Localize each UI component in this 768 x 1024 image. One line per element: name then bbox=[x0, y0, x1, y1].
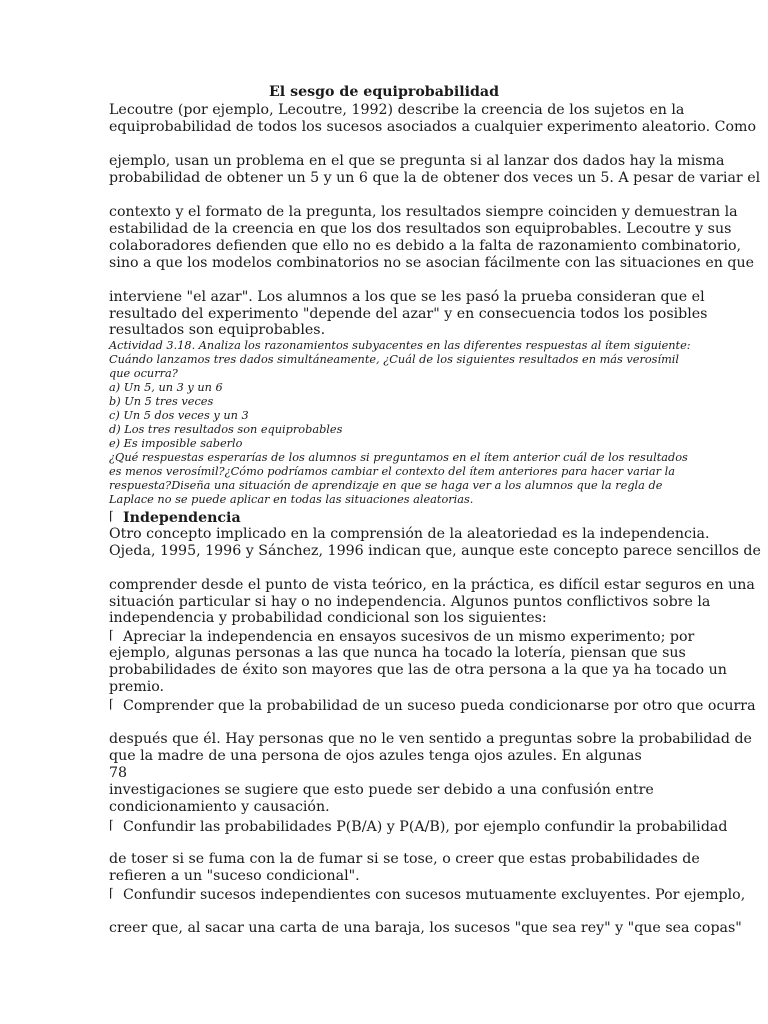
bullet-icon: ⌈ bbox=[109, 697, 114, 711]
bullet-line: que la madre de una persona de ojos azules tenga ojos azules. En algunas bbox=[109, 748, 642, 764]
activity-line: ¿Qué respuestas esperarías de los alumnos si preguntamos en el ítem anterior cuál de los resultados bbox=[109, 451, 688, 464]
intro-line: Lecoutre (por ejemplo, Lecoutre, 1992) describe la creencia de los sujetos en la bbox=[109, 102, 685, 118]
bullet-line: premio. bbox=[109, 679, 165, 695]
bullet-line: ejemplo, algunas personas a las que nunca ha tocado la lotería, piensan que sus bbox=[109, 645, 686, 661]
intro-line: estabilidad de la creencia en que los dos resultados son equiprobables. Lecoutre y sus bbox=[109, 221, 732, 237]
intro-line: resultados son equiprobables. bbox=[109, 322, 326, 338]
activity-option: d) Los tres resultados son equiprobables bbox=[109, 423, 343, 436]
bullet-line: probabilidades de éxito son mayores que las de otra persona a la que ya ha tocado un bbox=[109, 662, 727, 678]
activity-option: e) Es imposible saberlo bbox=[109, 437, 243, 450]
activity-line: respuesta?Diseña una situación de aprendizaje en que se haga ver a los alumnos que la regla de bbox=[109, 479, 663, 492]
activity-option: c) Un 5 dos veces y un 3 bbox=[109, 409, 249, 422]
bullet-icon: ⌈ bbox=[109, 509, 114, 523]
bullet-item bbox=[109, 885, 745, 904]
bullet-item bbox=[109, 696, 756, 715]
intro-line: interviene "el azar". Los alumnos a los que se les pasó la prueba consideran que el bbox=[109, 289, 705, 305]
bullet-text: Confundir sucesos independientes con sucesos mutuamente excluyentes. Por ejemplo, bbox=[123, 887, 746, 903]
independence-line: Ojeda, 1995, 1996 y Sánchez, 1996 indican que, aunque este concepto parece sencillos de bbox=[109, 543, 761, 559]
bullet-text: Comprender que la probabilidad de un suceso pueda condicionarse por otro que ocurra bbox=[123, 698, 756, 714]
intro-line: ejemplo, usan un problema en el que se pregunta si al lanzar dos dados hay la misma bbox=[109, 153, 725, 169]
intro-line: colaboradores defienden que ello no es debido a la falta de razonamiento combinatorio, bbox=[109, 238, 742, 254]
independence-line: independencia y probabilidad condicional son los siguientes: bbox=[109, 610, 547, 626]
bullet-item bbox=[109, 627, 694, 646]
intro-line: probabilidad de obtener un 5 y un 6 que la de obtener dos veces un 5. A pesar de variar el bbox=[109, 170, 761, 186]
bullet-line: condicionamiento y causación. bbox=[109, 799, 330, 815]
page-title: El sesgo de equiprobabilidad bbox=[268, 84, 500, 100]
activity-line: es menos verosímil?¿Cómo podríamos cambiar el contexto del ítem anteriores para hacer variar la bbox=[109, 465, 675, 478]
section-heading bbox=[109, 508, 241, 527]
activity-option: b) Un 5 tres veces bbox=[109, 395, 214, 408]
activity-line: Cuándo lanzamos tres dados simultáneamente, ¿Cuál de los siguientes resultados en más verosímil bbox=[109, 353, 680, 366]
bullet-item bbox=[109, 817, 727, 836]
independence-line: comprender desde el punto de vista teórico, en la práctica, es difícil estar seguros en una bbox=[109, 577, 755, 593]
heading-text: Independencia bbox=[123, 510, 241, 526]
activity-option: a) Un 5, un 3 y un 6 bbox=[109, 381, 223, 394]
activity-line: que ocurra? bbox=[109, 367, 178, 380]
bullet-line: refieren a un "suceso condicional". bbox=[109, 868, 360, 884]
intro-line: sino a que los modelos combinatorios no se asocian fácilmente con las situaciones en que bbox=[109, 255, 754, 271]
independence-line: Otro concepto implicado en la comprensión de la aleatoriedad es la independencia. bbox=[109, 526, 710, 542]
page-number: 78 bbox=[109, 765, 128, 781]
intro-line: equiprobabilidad de todos los sucesos asociados a cualquier experimento aleatorio. Como bbox=[109, 119, 756, 135]
bullet-line: de toser si se fuma con la de fumar si se tose, o creer que estas probabilidades de bbox=[109, 851, 700, 867]
independence-line: situación particular si hay o no independencia. Algunos puntos conflictivos sobre la bbox=[109, 594, 711, 610]
bullet-line: creer que, al sacar una carta de una baraja, los sucesos "que sea rey" y "que sea copas" bbox=[109, 920, 742, 936]
bullet-text: Apreciar la independencia en ensayos sucesivos de un mismo experimento; por bbox=[123, 629, 695, 645]
bullet-text: Confundir las probabilidades P(B/A) y P(A/B), por ejemplo confundir la probabilidad bbox=[123, 819, 728, 835]
intro-line: resultado del experimento "depende del azar" y en consecuencia todos los posibles bbox=[109, 306, 708, 322]
bullet-icon: ⌈ bbox=[109, 628, 114, 642]
bullet-line: investigaciones se sugiere que esto puede ser debido a una confusión entre bbox=[109, 782, 654, 798]
bullet-icon: ⌈ bbox=[109, 818, 114, 832]
bullet-icon: ⌈ bbox=[109, 886, 114, 900]
bullet-line: después que él. Hay personas que no le ven sentido a preguntas sobre la probabilidad de bbox=[109, 731, 752, 747]
activity-line: Actividad 3.18. Analiza los razonamientos subyacentes en las diferentes respuestas al ítem siguiente: bbox=[109, 339, 691, 352]
intro-line: contexto y el formato de la pregunta, los resultados siempre coinciden y demuestran la bbox=[109, 204, 738, 220]
activity-line: Laplace no se puede aplicar en todas las situaciones aleatorias. bbox=[109, 493, 474, 506]
